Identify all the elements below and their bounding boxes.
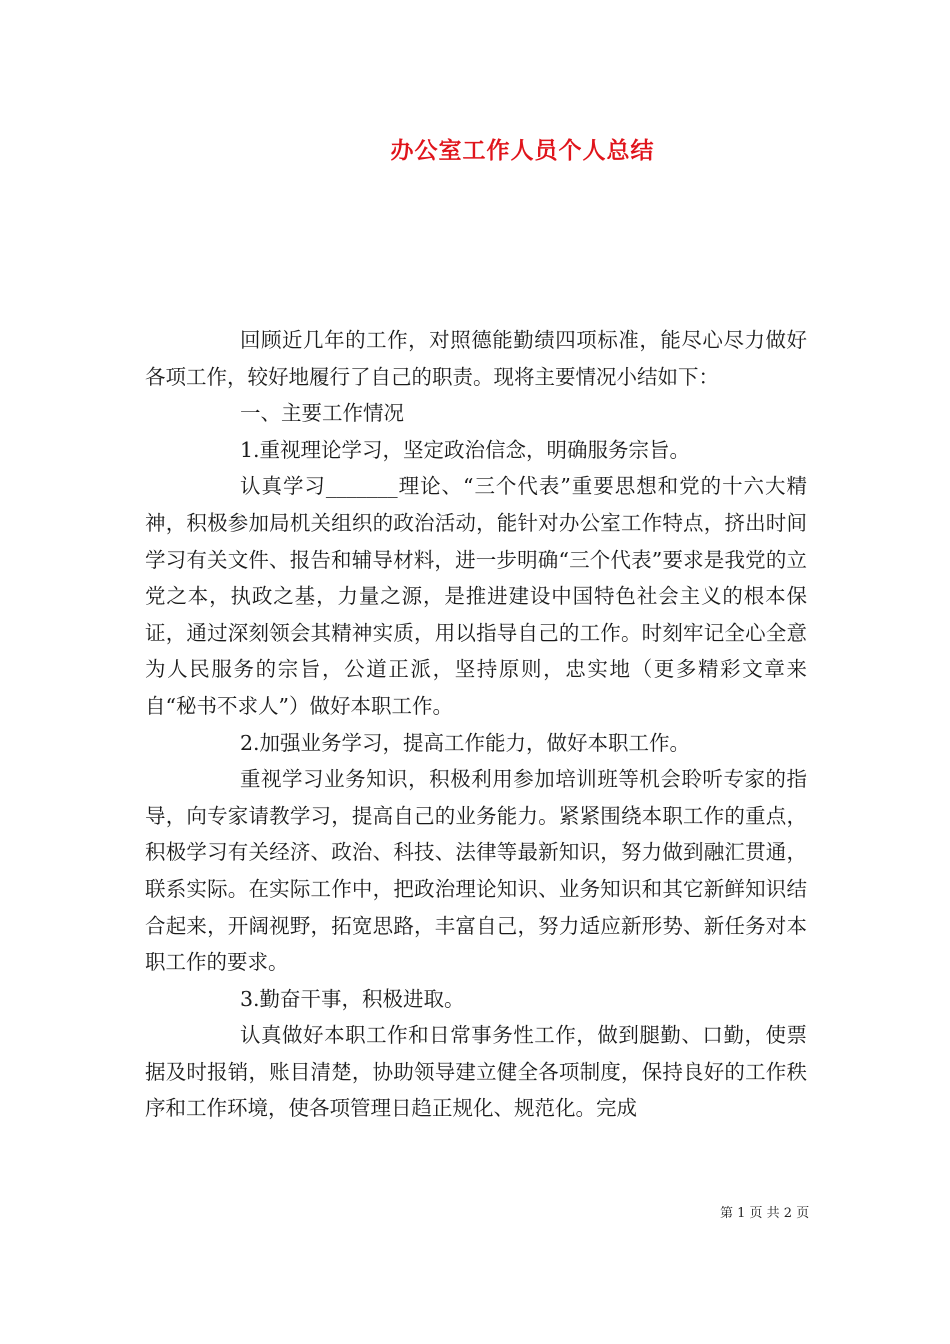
document-title: 办公室工作人员个人总结 — [390, 137, 655, 164]
page-number: 第 1 页 共 2 页 — [720, 1206, 810, 1221]
document-body — [145, 322, 807, 1127]
subheading-2: 2.加强业务学习，提高工作能力，做好本职工作。 — [240, 730, 691, 755]
paragraph-3: 认真做好本职工作和日常事务性工作，做到腿勤、口勤，使票据及时报销，账目清楚，协助领导建立健全各项制度，保持良好的工作秩序和工作环境，使各项管理日趋正规化、规范化。完成 — [145, 1023, 807, 1121]
subheading-3: 3.勤奋干事，积极进取。 — [240, 986, 465, 1011]
section-heading: 一、主要工作情况 — [240, 401, 404, 426]
paragraph-2: 重视学习业务知识，积极利用参加培训班等机会聆听专家的指导，向专家请教学习，提高自己的业务能力。紧紧围绕本职工作的重点，积极学习有关经济、政治、科技、法律等最新知识，努力做到融汇贯通，联系实际。在实际工作中，把政治理论知识、业务知识和其它新鲜知识结合起来，开阔视野，拓宽思路，丰富自己，努力适应新形势、新任务对本职工作的要求。 — [145, 767, 807, 975]
paragraph-intro: 回顾近几年的工作，对照德能勤绩四项标准，能尽心尽力做好各项工作，较好地履行了自己的职责。现将主要情况小结如下： — [145, 328, 807, 389]
subheading-1: 1.重视理论学习，坚定政治信念，明确服务宗旨。 — [240, 437, 691, 462]
paragraph-1: 认真学习_______理论、“三个代表”重要思想和党的十六大精神，积极参加局机关组织的政治活动，能针对办公室工作特点，挤出时间学习有关文件、报告和辅导材料，进一步明确“三个代表”要求是我党的立党之本，执政之基，力量之源，是推进建设中国特色社会主义的根本保证，通过深刻领会其精神实质，用以指导自己的工作。时刻牢记全心全意为人民服务的宗旨，公道正派，坚持原则，忠实地（更多精彩文章来自“秘书不求人”）做好本职工作。 — [145, 474, 807, 718]
